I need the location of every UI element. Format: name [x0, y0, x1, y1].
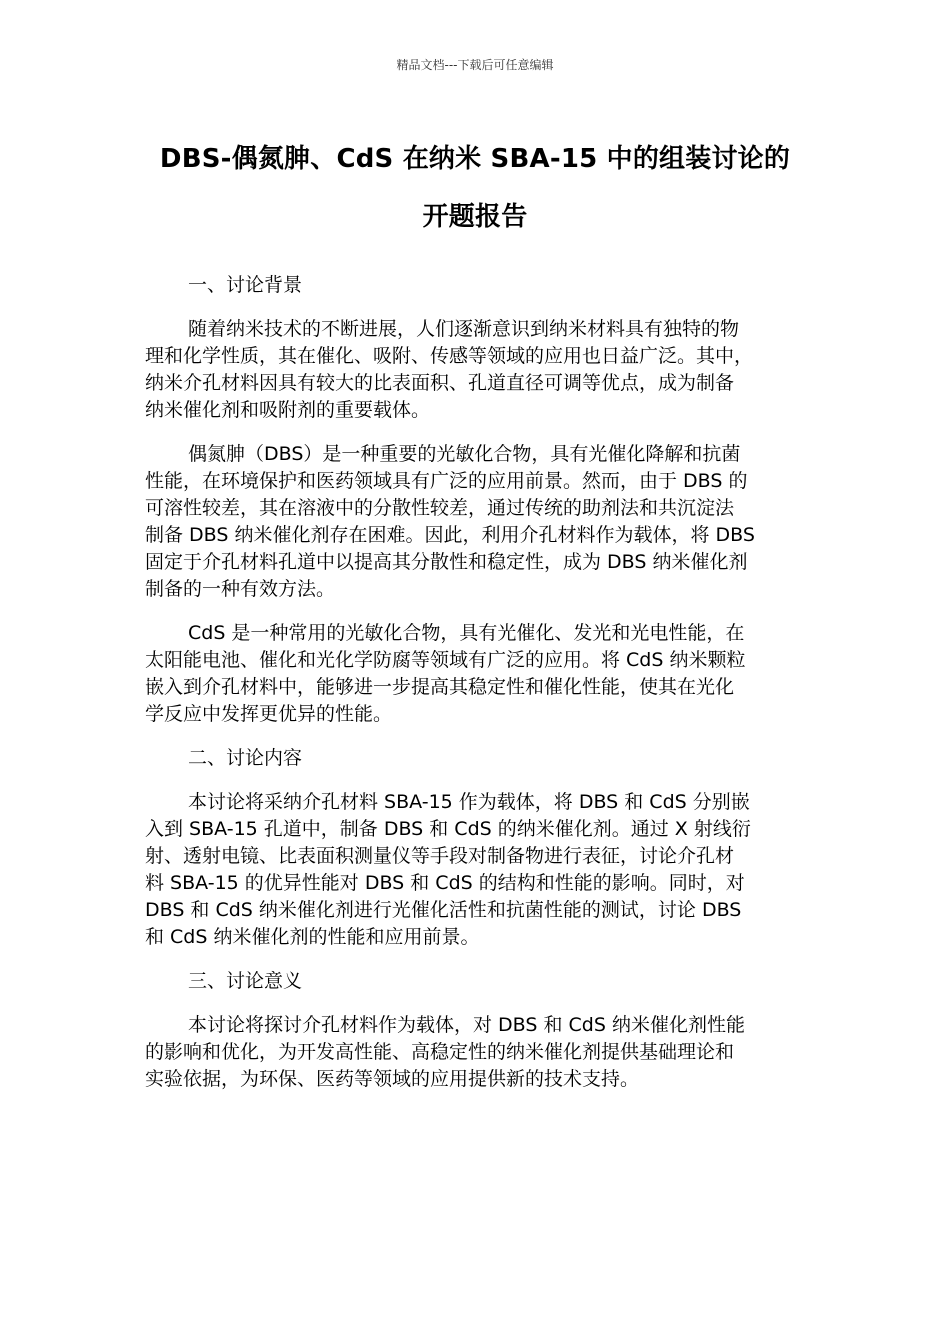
- section-heading-significance: 三、讨论意义: [188, 970, 303, 992]
- paragraph-line: 偶氮胂（DBS）是一种重要的光敏化合物，具有光催化降解和抗菌: [188, 443, 741, 465]
- paragraph-line: 和 CdS 纳米催化剂的性能和应用前景。: [145, 926, 480, 948]
- paragraph-line: 性能，在环境保护和医药领域具有广泛的应用前景。然而，由于 DBS 的: [145, 470, 748, 492]
- paragraph: [145, 789, 805, 951]
- paragraph: [145, 620, 805, 728]
- document-body: [145, 272, 805, 1110]
- paragraph-line: 料 SBA-15 的优异性能对 DBS 和 CdS 的结构和性能的影响。同时，对: [145, 872, 745, 894]
- paragraph-line: 射、透射电镜、比表面积测量仪等手段对制备物进行表征，讨论介孔材: [145, 845, 735, 867]
- page-header: 精品文档---下载后可任意编辑: [396, 58, 554, 72]
- paragraph-line: 本讨论将采纳介孔材料 SBA-15 作为载体，将 DBS 和 CdS 分别嵌: [188, 791, 750, 813]
- paragraph: [145, 441, 805, 603]
- paragraph-line: 的影响和优化，为开发高性能、高稳定性的纳米催化剂提供基础理论和: [145, 1041, 735, 1063]
- paragraph: [145, 1012, 805, 1093]
- document-title: [120, 130, 830, 246]
- paragraph-line: 纳米催化剂和吸附剂的重要载体。: [145, 399, 431, 421]
- paragraph-line: CdS 是一种常用的光敏化合物，具有光催化、发光和光电性能，在: [188, 622, 745, 644]
- section-heading-content: 二、讨论内容: [188, 747, 303, 769]
- paragraph-line: 制备 DBS 纳米催化剂存在困难。因此，利用介孔材料作为载体，将 DBS: [145, 524, 755, 546]
- paragraph-line: 入到 SBA-15 孔道中，制备 DBS 和 CdS 的纳米催化剂。通过 X 射线衍: [145, 818, 751, 840]
- paragraph: [145, 316, 805, 424]
- title-line-1: DBS-偶氮胂、CdS 在纳米 SBA-15 中的组装讨论的: [159, 144, 791, 174]
- paragraph-line: 固定于介孔材料孔道中以提高其分散性和稳定性，成为 DBS 纳米催化剂: [145, 551, 748, 573]
- section-heading-background: 一、讨论背景: [188, 274, 303, 296]
- paragraph-line: 制备的一种有效方法。: [145, 578, 336, 600]
- title-line-2: 开题报告: [422, 202, 528, 232]
- paragraph-line: 随着纳米技术的不断进展，人们逐渐意识到纳米材料具有独特的物: [188, 318, 740, 340]
- paragraph-line: 可溶性较差，其在溶液中的分散性较差，通过传统的助剂法和共沉淀法: [145, 497, 735, 519]
- paragraph-line: 嵌入到介孔材料中，能够进一步提高其稳定性和催化性能，使其在光化: [145, 676, 735, 698]
- paragraph-line: DBS 和 CdS 纳米催化剂进行光催化活性和抗菌性能的测试，讨论 DBS: [145, 899, 742, 921]
- paragraph-line: 纳米介孔材料因具有较大的比表面积、孔道直径可调等优点，成为制备: [145, 372, 735, 394]
- paragraph-line: 太阳能电池、催化和光化学防腐等领域有广泛的应用。将 CdS 纳米颗粒: [145, 649, 746, 671]
- paragraph-line: 本讨论将探讨介孔材料作为载体，对 DBS 和 CdS 纳米催化剂性能: [188, 1014, 745, 1036]
- paragraph-line: 学反应中发挥更优异的性能。: [145, 703, 393, 725]
- paragraph-line: 实验依据，为环保、医药等领域的应用提供新的技术支持。: [145, 1068, 640, 1090]
- paragraph-line: 理和化学性质，其在催化、吸附、传感等领域的应用也日益广泛。其中，: [145, 345, 754, 367]
